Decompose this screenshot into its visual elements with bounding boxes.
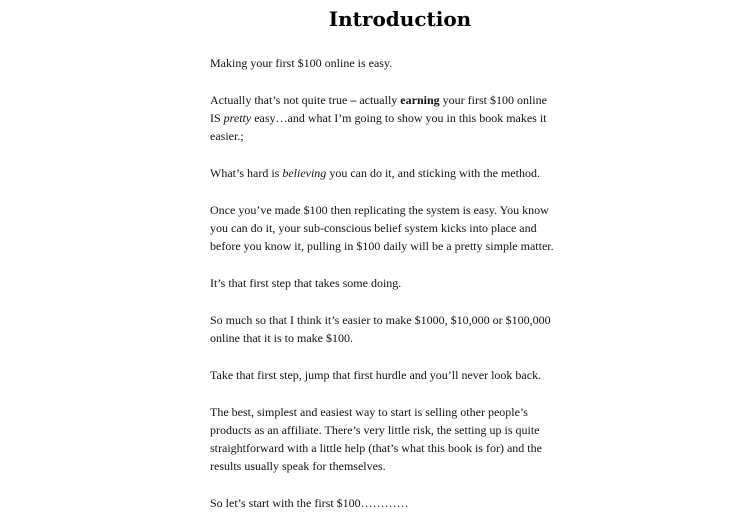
paragraph-2-part-a: Actually that’s not quite true bbox=[210, 93, 348, 107]
paragraph-3-part-a: What’s hard is bbox=[210, 166, 283, 180]
paragraph-2-part-b: actually bbox=[359, 93, 401, 107]
paragraph-2-part-d: easy…and what I’m going to show you in this book makes it easier.; bbox=[210, 111, 547, 143]
paragraph-2-part-c: your first $100 online IS bbox=[210, 93, 547, 125]
paragraph-4: Once you’ve made $100 then replicating the system is easy. You know you can do it, your sub-conscious belief system kicks into place and before you know it, pulling in $100 daily will be a pretty simple matter. bbox=[210, 203, 554, 253]
paragraph-3 bbox=[210, 164, 556, 182]
body-text bbox=[210, 54, 556, 531]
paragraph-2-bold: earning bbox=[400, 93, 440, 107]
page-title: Introduction bbox=[328, 7, 472, 31]
paragraph-9: So let’s start with the first $100………… bbox=[210, 496, 409, 510]
paragraph-5: It’s that first step that takes some doing. bbox=[210, 276, 402, 290]
paragraph-2-dash: – bbox=[347, 93, 360, 107]
paragraph-2 bbox=[210, 91, 556, 145]
paragraph-8: The best, simplest and easiest way to start is selling other people’s products as an affiliate. There’s very little risk, the setting up is quite straightforward with a little help (that’s what this book is for) and the results usually speak for themselves. bbox=[210, 405, 542, 473]
paragraph-7: Take that first step, jump that first hurdle and you’ll never look back. bbox=[210, 368, 542, 382]
paragraph-3-italic: believing bbox=[282, 166, 327, 180]
paragraph-6: So much so that I think it’s easier to make $1000, $10,000 or $100,000 online that it is to make $100. bbox=[210, 313, 551, 345]
paragraph-1: Making your first $100 online is easy. bbox=[210, 56, 393, 70]
paragraph-2-italic: pretty bbox=[223, 111, 252, 125]
paragraph-3-part-b: you can do it, and sticking with the method. bbox=[326, 166, 540, 180]
